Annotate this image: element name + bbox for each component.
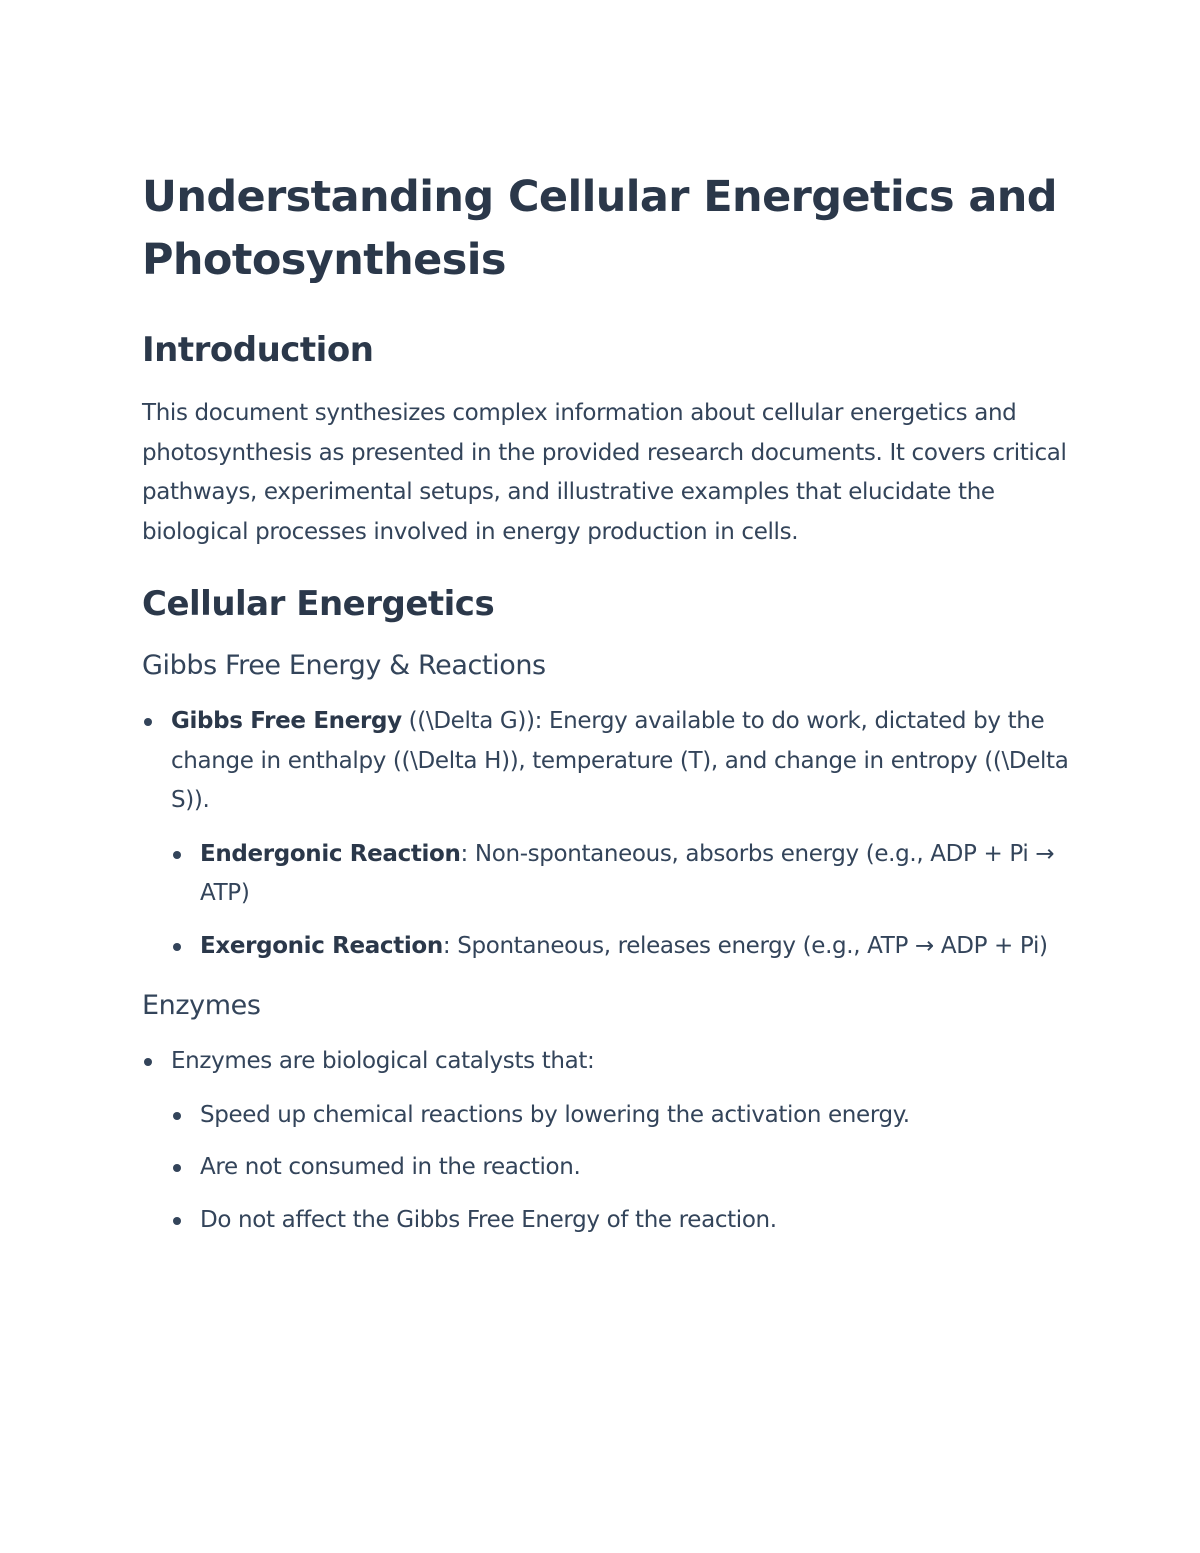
bullet-icon xyxy=(173,1217,181,1225)
enzymes-list xyxy=(142,1042,1072,1240)
list-item xyxy=(171,1201,1072,1241)
gibbs-list xyxy=(142,702,1072,966)
enzymes-heading: Enzymes xyxy=(142,990,261,1021)
list-item-text: Enzymes are biological catalysts that: xyxy=(171,1048,595,1074)
gibbs-heading: Gibbs Free Energy & Reactions xyxy=(142,650,546,681)
term-description: ((\Delta G)): Energy available to do work, dictated by the change in enthalpy ((\Delta H)), temperature (T), and change in entropy ((\Delta S)). xyxy=(171,708,1069,813)
list-item xyxy=(171,927,1072,967)
bullet-icon xyxy=(173,1112,181,1120)
list-item-text: Do not affect the Gibbs Free Energy of the reaction. xyxy=(200,1206,777,1233)
cellular-energetics-heading: Cellular Energetics xyxy=(142,584,495,624)
bullet-icon xyxy=(173,943,181,951)
bullet-icon xyxy=(144,1058,152,1066)
introduction-heading: Introduction xyxy=(142,330,374,370)
page-title: Understanding Cellular Energetics and Photosynthesis xyxy=(142,172,1057,285)
list-item-text: Are not consumed in the reaction. xyxy=(200,1154,581,1180)
list-item xyxy=(171,1148,1072,1188)
term-label: Exergonic Reaction xyxy=(200,932,443,959)
bullet-icon xyxy=(144,718,152,726)
term-description: : Spontaneous, releases energy (e.g., ATP → ADP + Pi) xyxy=(442,932,1048,959)
enzymes-sublist xyxy=(171,1096,1072,1241)
bullet-icon xyxy=(173,1164,181,1172)
list-item xyxy=(171,835,1072,914)
term-description: : Non-spontaneous, absorbs energy (e.g., ADP + Pi → ATP) xyxy=(200,840,1055,906)
list-item xyxy=(142,702,1072,966)
list-item xyxy=(171,1096,1072,1136)
introduction-paragraph: This document synthesizes complex information about cellular energetics and photosynthesis as presented in the provided research documents. It covers critical pathways, experimental setups, and illustrative examples that elucidate the biological processes involved in energy production in cells. xyxy=(142,400,1067,545)
gibbs-sublist xyxy=(171,835,1072,967)
list-item xyxy=(142,1042,1072,1240)
bullet-icon xyxy=(173,851,181,859)
term-label: Gibbs Free Energy xyxy=(171,708,402,734)
list-item-text: Speed up chemical reactions by lowering the activation energy. xyxy=(200,1101,910,1128)
term-label: Endergonic Reaction xyxy=(200,840,461,867)
